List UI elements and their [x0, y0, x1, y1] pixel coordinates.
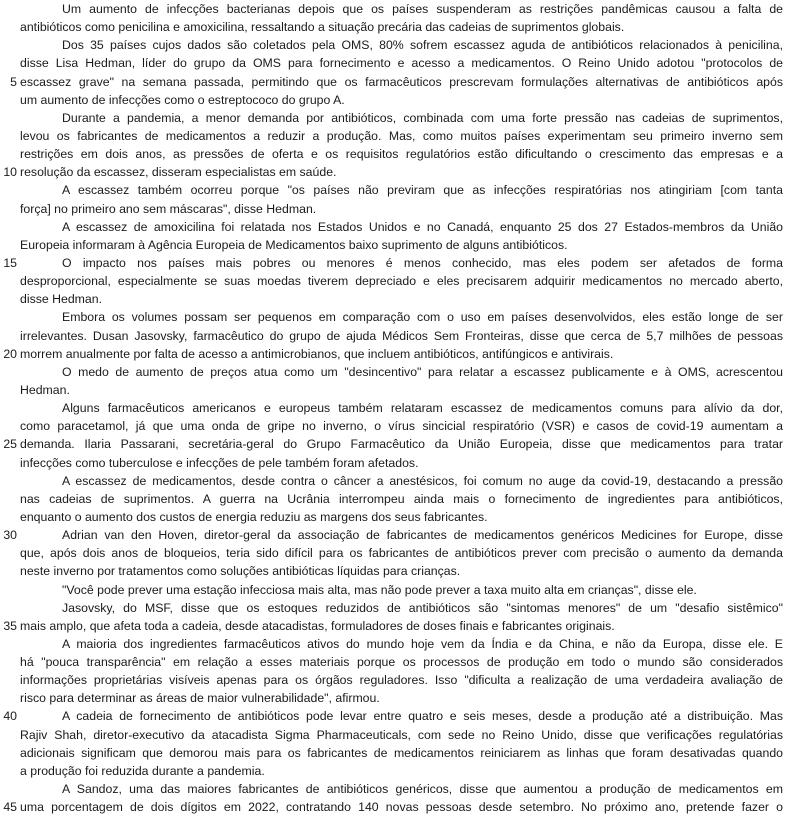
- line-text: morrem anualmente por falta de acesso a antimicrobianos, que incluem antibióticos, antifúngicos e antivirais.: [20, 346, 614, 361]
- text-line: [0, 54, 787, 72]
- line-text: A maioria dos ingredientes farmacêuticos ativos do mundo hoje vem da Índia e da China, e não da Europa, disse ele. E: [62, 636, 783, 651]
- line-number: [0, 635, 17, 653]
- text-line: [0, 181, 787, 199]
- text-line: [0, 617, 787, 635]
- line-text: A cadeia de fornecimento de antibióticos pode levar entre quatro e seis meses, desde a produção até a distribuição. Mas: [62, 709, 783, 724]
- line-text: nas cadeias de suprimentos. A guerra na Ucrânia interrompeu ainda mais o fornecimento de ingredientes para antibióticos,: [20, 491, 783, 506]
- line-number: [0, 562, 17, 580]
- line-text: disse Hedman.: [20, 292, 103, 307]
- line-number: [0, 181, 17, 199]
- text-line: [0, 0, 787, 18]
- line-text: Um aumento de infecções bacterianas depois que os países suspenderam as restrições pandêmicas causou a falta de: [62, 2, 783, 16]
- line-number: [0, 780, 17, 798]
- line-number: [0, 0, 17, 18]
- line-number: [0, 109, 17, 127]
- text-line: [0, 490, 787, 508]
- line-text: Alguns farmacêuticos americanos e europeus também relataram escassez de medicamentos comuns para alívio da dor,: [62, 401, 783, 416]
- line-text: neste inverno por tratamentos como soluções antibióticas líquidas para crianças.: [20, 564, 461, 579]
- text-line: [0, 236, 787, 254]
- line-number: [0, 218, 17, 236]
- line-number: [0, 145, 17, 163]
- line-text: como paracetamol, já que uma onda de gripe no inverno, o vírus sincicial respiratório (VSR) e casos de covid-19 aumentam a: [20, 419, 783, 434]
- line-number: [0, 490, 17, 508]
- line-number: [0, 399, 17, 417]
- text-line: [0, 290, 787, 308]
- text-line: [0, 726, 787, 744]
- text-line: [0, 36, 787, 54]
- line-text: adicionais significam que demorou mais para os fabricantes de medicamentos reiniciarem as linhas que foram desativadas quando: [20, 745, 783, 760]
- text-line: [0, 91, 787, 109]
- line-text: informações proprietárias visíveis apenas para os órgãos reguladores. Isso "dificulta a realização de uma verdadeira avaliação de: [20, 673, 783, 688]
- line-number: [0, 472, 17, 490]
- line-number: [0, 726, 17, 744]
- text-line: [0, 689, 787, 707]
- line-number: [0, 363, 17, 381]
- line-number: 5: [10, 74, 17, 89]
- line-text: força] no primeiro ano sem máscaras", disse Hedman.: [20, 201, 317, 216]
- line-text: Rajiv Shah, diretor-executivo da atacadista Sigma Pharmaceuticals, com sede no Reino Unido, disse que verificações regulatórias: [20, 727, 783, 742]
- line-text: restrições em dois anos, as pressões de oferta e os requisitos regulatórios estão dificultando o crescimento das empresas e a: [20, 147, 783, 162]
- line-text: A Sandoz, uma das maiores fabricantes de antibióticos genéricos, disse que aumentou a produção de medicamentos em: [62, 782, 783, 797]
- text-line: [0, 562, 787, 580]
- line-number: [0, 599, 17, 617]
- line-text: um aumento de infecções como o estreptococo do grupo A.: [20, 92, 345, 107]
- line-number: [0, 36, 17, 54]
- text-line: [0, 399, 787, 417]
- text-line: [0, 435, 787, 453]
- text-line: [0, 744, 787, 762]
- text-line: [0, 109, 787, 127]
- line-number: [0, 381, 17, 399]
- line-text: Durante a pandemia, a menor demanda por antibióticos, combinada com uma forte pressão nas cadeias de suprimentos,: [62, 110, 783, 125]
- text-line: [0, 635, 787, 653]
- text-line: [0, 327, 787, 345]
- line-text: levou os fabricantes de medicamentos a reduzir a produção. Mas, como muitos países experimentam seu primeiro inverno sem: [20, 128, 783, 143]
- line-number: [0, 91, 17, 109]
- line-number: [0, 236, 17, 254]
- text-line: [0, 127, 787, 145]
- line-number: 25: [3, 437, 17, 452]
- text-line: [0, 508, 787, 526]
- text-line: [0, 254, 787, 272]
- text-line: [0, 381, 787, 399]
- line-number: [0, 454, 17, 472]
- line-text: resolução da escassez, disseram especialistas em saúde.: [20, 165, 337, 180]
- line-number: [0, 417, 17, 435]
- line-number: [0, 762, 17, 780]
- text-line: [0, 798, 787, 816]
- line-text: há "pouca transparência" em relação a esses materiais porque os processos de produção em todo o mundo são considerados: [20, 655, 783, 670]
- line-text: risco para determinar as áreas de maior vulnerabilidade", afirmou.: [20, 691, 380, 706]
- line-text: enquanto o aumento dos custos de energia reduziu as margens dos seus fabricantes.: [20, 509, 488, 524]
- line-text: A escassez de amoxicilina foi relatada nos Estados Unidos e no Canadá, enquanto 25 dos 27 Estados-membros da União: [62, 219, 783, 234]
- line-number: [0, 508, 17, 526]
- line-number: 10: [3, 165, 17, 180]
- text-line: [0, 218, 787, 236]
- line-text: uma porcentagem de dois dígitos em 2022, contratando 140 novas pessoas desde setembro. No próximo ano, pretende fazer o: [20, 800, 783, 815]
- line-number: [0, 327, 17, 345]
- line-number: [0, 671, 17, 689]
- text-line: [0, 707, 787, 725]
- line-text: Europeia informaram à Agência Europeia de Medicamentos baixo suprimento de alguns antibióticos.: [20, 237, 568, 252]
- text-line: [0, 272, 787, 290]
- line-text: Hedman.: [20, 382, 70, 397]
- text-line: [0, 73, 787, 91]
- line-number: [0, 308, 17, 326]
- text-line: [0, 599, 787, 617]
- line-number: [0, 744, 17, 762]
- line-text: O medo de aumento de preços atua como um "desincentivo" para relatar a escassez publicamente e à OMS, acrescentou: [62, 364, 783, 379]
- text-line: [0, 526, 787, 544]
- text-line: [0, 762, 787, 780]
- line-text: infecções como tuberculose e infecções de pele também foram afetados.: [20, 455, 419, 470]
- line-text: A escassez de medicamentos, desde contra o câncer a anestésicos, foi comum no auge da covid-19, destacando a pressão: [62, 473, 783, 488]
- line-text: disse Lisa Hedman, líder do grupo da OMS para fornecimento e acesso a medicamentos. O Reino Unido adotou "protocolos de: [20, 56, 783, 71]
- text-line: [0, 454, 787, 472]
- line-text: Dos 35 países cujos dados são coletados pela OMS, 80% sofrem escassez aguda de antibióticos relacionados à penicilina,: [62, 38, 783, 53]
- text-line: [0, 671, 787, 689]
- text-line: [0, 780, 787, 798]
- line-text: desproporcional, especialmente se suas moedas tiverem depreciado e eles precisarem adquirir medicamentos no mercado aberto,: [20, 274, 783, 289]
- line-text: mais amplo, que afeta toda a cadeia, desde atacadistas, formuladores de doses finais e fabricantes originais.: [20, 618, 615, 633]
- line-number: 45: [3, 800, 17, 815]
- line-text: Embora os volumes possam ser pequenos em comparação com o uso em países desenvolvidos, eles estão longe de ser: [62, 310, 783, 325]
- line-number: [0, 127, 17, 145]
- text-line: [0, 581, 787, 599]
- text-line: [0, 18, 787, 36]
- line-number: [0, 581, 17, 599]
- line-number: [0, 290, 17, 308]
- line-number: [0, 272, 17, 290]
- line-number: 20: [3, 346, 17, 361]
- line-text: demanda. Ilaria Passarani, secretária-geral do Grupo Farmacêutico da União Europeia, disse que medicamentos para tratar: [20, 437, 783, 452]
- text-line: [0, 544, 787, 562]
- line-number: [0, 653, 17, 671]
- text-line: [0, 472, 787, 490]
- line-text: Jasovsky, do MSF, disse que os estoques reduzidos de antibióticos são "sintomas menores" de um "desafio sistêmico": [62, 600, 783, 615]
- text-line: [0, 345, 787, 363]
- line-text: antibióticos como penicilina e amoxicilina, ressaltando a situação precária das cadeias de suprimentos globais.: [20, 20, 625, 35]
- line-number: [0, 18, 17, 36]
- text-line: [0, 145, 787, 163]
- text-line: [0, 363, 787, 381]
- line-number: [0, 689, 17, 707]
- line-text: Adrian van den Hoven, diretor-geral da associação de fabricantes de medicamentos genéricos Medicines for Europe, disse: [62, 528, 783, 543]
- line-number: 15: [3, 255, 17, 270]
- text-line: [0, 163, 787, 181]
- line-number: [0, 544, 17, 562]
- line-text: escassez grave" na semana passada, permitindo que os farmacêuticos prescrevam formulações alternativas de antibióticos após: [20, 74, 783, 89]
- line-number: 35: [3, 618, 17, 633]
- text-line: [0, 653, 787, 671]
- text-line: [0, 308, 787, 326]
- text-line: [0, 417, 787, 435]
- text-line: [0, 200, 787, 218]
- line-text: a produção foi reduzida durante a pandemia.: [20, 763, 265, 778]
- line-number: 40: [3, 709, 17, 724]
- line-text: "Você pode prever uma estação infecciosa mais alta, mas não pode prever a taxa muito alta em crianças", disse ele.: [62, 582, 697, 597]
- line-text: irrelevantes. Dusan Jasovsky, farmacêutico do grupo de ajuda Médicos Sem Fronteiras, disse que cerca de 5,7 milhões de pessoas: [20, 328, 783, 343]
- line-number: 30: [3, 528, 17, 543]
- line-number: [0, 200, 17, 218]
- line-number: [0, 54, 17, 72]
- line-text: O impacto nos países mais pobres ou menores é menos conhecido, mas eles podem ser afetados de forma: [62, 255, 783, 270]
- line-text: A escassez também ocorreu porque "os países não previram que as infecções respiratórias nos atingiriam [com tanta: [62, 183, 783, 198]
- line-text: que, após dois anos de bloqueios, teria sido difícil para os fabricantes de antibióticos prever com precisão o aumento da demanda: [20, 546, 783, 561]
